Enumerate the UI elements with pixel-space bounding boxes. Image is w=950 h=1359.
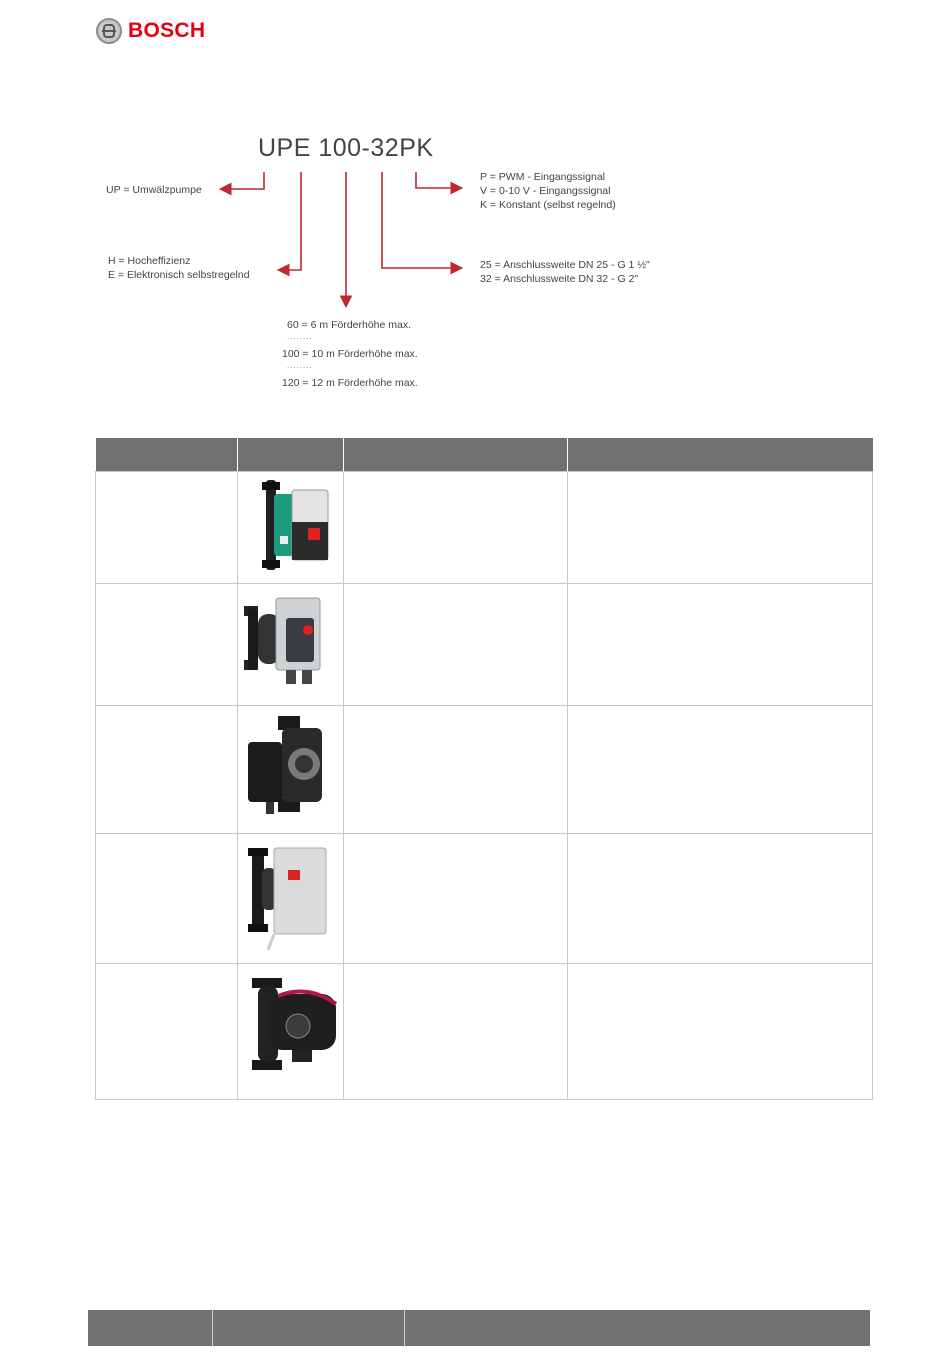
arrow-signal: [416, 172, 460, 188]
magna-circulator-pump-icon: [238, 964, 342, 1094]
brand-name: BOSCH: [128, 19, 206, 42]
pump-image-cell: [238, 706, 344, 834]
boxed-circulator-pump-icon: [238, 834, 342, 958]
type-code-diagram: UPE 100-32PK UP = Umwälzpumpe H = Hocheffizienz E = Elektronisch selbstregelnd 60 = 6 m Förderhöhe max. ........ 100 = 10 m Förderhöhe max. ........ 120 = 12 m Förderhöhe max. P = PWM - Eingangssignal V = 0-10 V - Eingangssignal K = Konstant (selbst regelnd) 25 = Anschlussweite DN 25 - G 1 ½" 32 = Anschlussweite DN 32 - G 2": [104, 124, 684, 396]
table-row: [96, 584, 873, 706]
table-row: [96, 706, 873, 834]
label-p: P = PWM - Eingangssignal: [480, 171, 605, 183]
table-row: [96, 472, 873, 584]
label-head-60: 60 = 6 m Förderhöhe max.: [287, 319, 412, 331]
black-circulator-pump-icon: [238, 706, 342, 828]
label-v: V = 0-10 V - Eingangssignal: [480, 185, 611, 197]
pump-table: [95, 438, 873, 1100]
green-circulator-pump-icon: [238, 472, 342, 578]
pump-image-cell: [238, 584, 344, 706]
header-cell: [238, 438, 344, 472]
label-h: H = Hocheffizienz: [108, 255, 191, 267]
footer-cell: [213, 1310, 405, 1346]
header-cell: [568, 438, 873, 472]
label-25: 25 = Anschlussweite DN 25 - G 1 ½": [480, 259, 650, 271]
table-header: [96, 438, 873, 472]
footer-cell: [405, 1310, 870, 1346]
header-cell: [344, 438, 568, 472]
label-head-100: 100 = 10 m Förderhöhe max.: [282, 348, 418, 360]
header-cell: [96, 438, 238, 472]
label-up: UP = Umwälzpumpe: [106, 184, 202, 196]
pump-image-cell: [238, 472, 344, 584]
table-row: [96, 834, 873, 964]
label-e: E = Elektronisch selbstregelnd: [108, 269, 250, 281]
arrow-connection: [382, 172, 460, 268]
label-k: K = Konstant (selbst regelnd): [480, 199, 616, 211]
arrow-he: [280, 172, 301, 270]
footer-cell: [88, 1310, 213, 1346]
label-head-120: 120 = 12 m Förderhöhe max.: [282, 377, 418, 389]
bosch-armature-icon: [96, 18, 122, 44]
bosch-logo: [96, 16, 205, 46]
pump-image-cell: [238, 964, 344, 1100]
pump-image-cell: [238, 834, 344, 964]
footer-table-header: [88, 1310, 870, 1346]
label-32: 32 = Anschlussweite DN 32 - G 2": [480, 273, 639, 285]
table-row: [96, 964, 873, 1100]
type-code: UPE 100-32PK: [258, 134, 434, 162]
grey-circulator-pump-icon: [238, 584, 342, 700]
arrow-up: [222, 172, 264, 189]
